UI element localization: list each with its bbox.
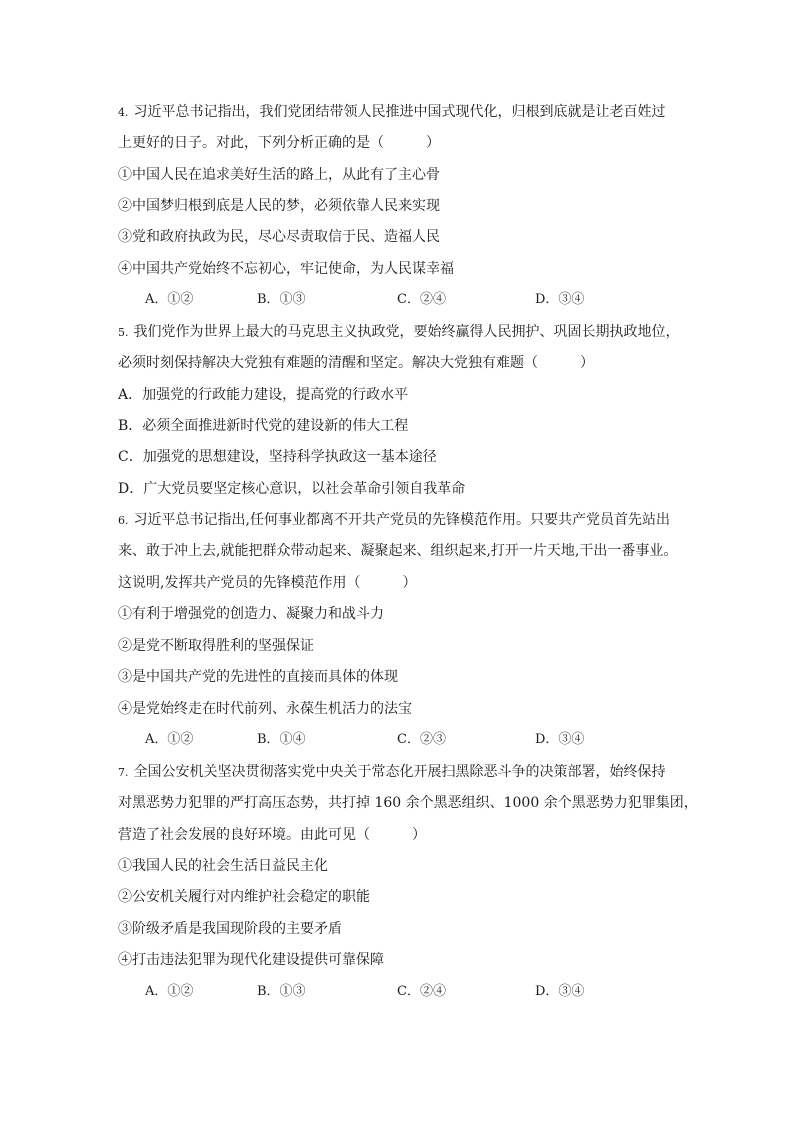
question-6-stem-line-3: 这说明,发挥共产党员的先锋模范作用（ ）: [118, 575, 417, 591]
question-6-stem-text-1: 习近平总书记指出,任何事业都离不开共产党员的先锋模范作用。只要共产党员首先站出: [133, 512, 670, 528]
question-4-number: 4.: [118, 106, 129, 119]
question-4-statement-4: ④中国共产党始终不忘初心，牢记使命，为人民谋幸福: [118, 261, 454, 277]
question-4-statement-3: ③党和政府执政为民，尽心尽责取信于民、造福人民: [118, 229, 440, 245]
question-6-statement-2: ②是党不断取得胜利的坚强保证: [118, 638, 314, 654]
question-7-options: [145, 983, 665, 1001]
question-6-options: [145, 731, 665, 749]
question-4-options: [145, 291, 665, 309]
question-6-number: 6.: [118, 514, 129, 527]
question-6-option-d: D．③④: [535, 732, 585, 747]
question-4-statement-2: ②中国梦归根到底是人民的梦，必须依靠人民来实现: [118, 198, 440, 214]
question-5-stem-text-1: 我们党作为世界上最大的马克思主义执政党，要始终赢得人民拥护、巩固长期执政地位，: [133, 324, 680, 340]
question-7-option-b: B．①③: [257, 984, 306, 999]
question-5-choice-b: B．必须全面推进新时代党的建设新的伟大工程: [118, 418, 409, 434]
question-4-stem-line-1: [118, 103, 678, 122]
question-7-statement-3: ③阶级矛盾是我国现阶段的主要矛盾: [118, 921, 342, 937]
question-6-option-b: B．①④: [257, 732, 306, 747]
question-7-number: 7.: [118, 766, 129, 779]
question-7-option-a: A．①②: [145, 984, 194, 999]
question-6-option-c: C．②③: [397, 732, 446, 747]
question-7-stem-line-3: 营造了社会发展的良好环境。由此可见（ ）: [118, 827, 426, 843]
question-7-stem-text-1: 全国公安机关坚决贯彻落实党中央关于常态化开展扫黑除恶斗争的决策部署，始终保持: [133, 764, 666, 780]
question-5-choice-c: C．加强党的思想建设，坚持科学执政这一基本途径: [118, 449, 437, 465]
question-5-choice-d: D．广大党员要坚定核心意识，以社会革命引领自我革命: [118, 481, 466, 497]
question-6-option-a: A．①②: [145, 732, 194, 747]
question-4-option-b: B．①③: [257, 292, 306, 307]
question-4-option-a: A．①②: [145, 292, 194, 307]
question-7-option-d: D．③④: [535, 984, 585, 999]
question-4-option-d: D．③④: [535, 292, 585, 307]
question-6-stem-line-2: 来、敢于冲上去,就能把群众带动起来、凝聚起来、组织起来,打开一片天地,干出一番事业。: [118, 543, 678, 559]
question-5-number: 5.: [118, 326, 129, 339]
question-6-stem-line-1: [118, 511, 678, 530]
question-5-choice-a: A．加强党的行政能力建设，提高党的行政水平: [118, 387, 409, 403]
question-4-option-c: C．②④: [397, 292, 446, 307]
question-7-statement-2: ②公安机关履行对内维护社会稳定的职能: [118, 889, 370, 905]
question-5-stem-line-2: 必须时刻保持解决大党独有难题的清醒和坚定。解决大党独有难题（ ）: [118, 355, 594, 371]
question-6-statement-3: ③是中国共产党的先进性的直接而具体的体现: [118, 669, 398, 685]
question-7-stem-line-1: [118, 763, 678, 782]
question-6-statement-4: ④是党始终走在时代前列、永葆生机活力的法宝: [118, 701, 412, 717]
question-4-stem-text-1: 习近平总书记指出，我们党团结带领人民推进中国式现代化，归根到底就是让老百姓过: [133, 104, 666, 120]
question-5-stem-line-1: [118, 323, 678, 342]
question-4-statement-1: ①中国人民在追求美好生活的路上，从此有了主心骨: [118, 167, 440, 183]
question-4-stem-line-2: 上更好的日子。对此，下列分析正确的是（ ）: [118, 135, 440, 151]
question-7-stem-line-2: 对黑恶势力犯罪的严打高压态势，共打掉 160 余个黑恶组织、1000 余个黑恶势力犯罪集团，: [118, 795, 698, 811]
question-7-option-c: C．②④: [397, 984, 446, 999]
question-7-statement-4: ④打击违法犯罪为现代化建设提供可靠保障: [118, 952, 384, 968]
question-7-statement-1: ①我国人民的社会生活日益民主化: [118, 858, 328, 874]
question-6-statement-1: ①有利于增强党的创造力、凝聚力和战斗力: [118, 606, 384, 622]
